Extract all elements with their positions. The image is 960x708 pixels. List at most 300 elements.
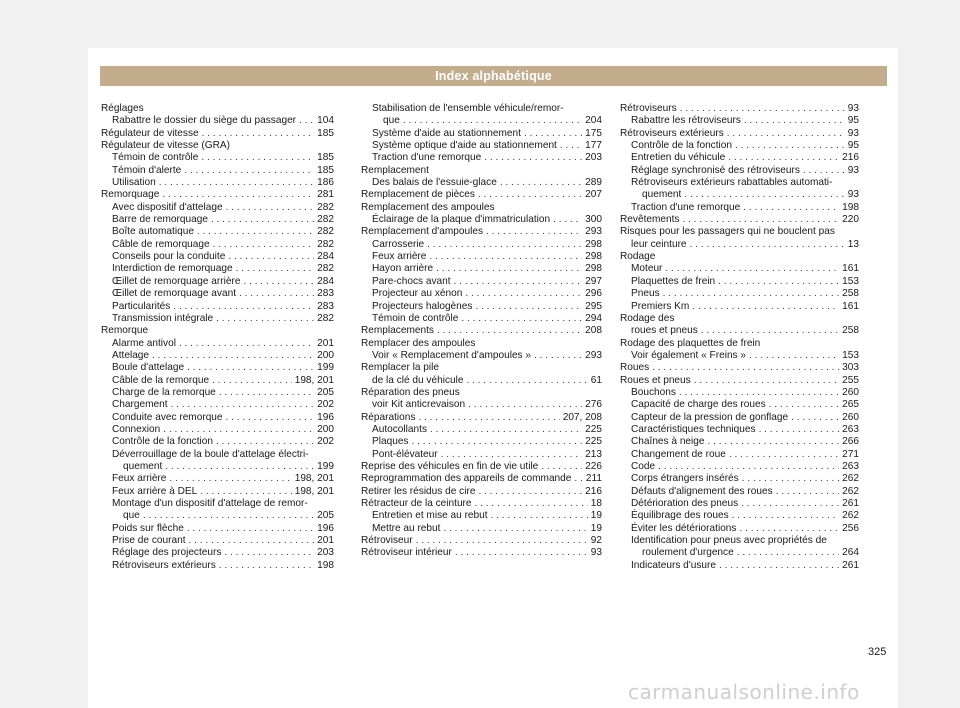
- entry-page-ref[interactable]: 262: [842, 510, 859, 522]
- dot-leader: [465, 288, 582, 300]
- dot-leader: [475, 301, 582, 313]
- index-subentry: [101, 263, 334, 275]
- dot-leader: [436, 263, 582, 275]
- index-column-3: [620, 103, 859, 572]
- entry-page-ref[interactable]: 216: [585, 485, 602, 497]
- dot-leader: [299, 115, 314, 127]
- index-entry: [620, 251, 859, 263]
- dot-leader: [739, 523, 839, 535]
- entry-page-ref[interactable]: 262: [842, 473, 859, 485]
- entry-page-ref[interactable]: 208: [585, 325, 602, 337]
- index-subentry: [101, 276, 334, 288]
- dot-leader: [769, 399, 839, 411]
- entry-label: Rétroviseurs extérieurs rabattables automati-: [631, 177, 833, 189]
- entry-page-ref[interactable]: 199: [317, 460, 334, 472]
- entry-label: Câble de la remorque: [112, 374, 210, 386]
- index-subentry: [101, 436, 334, 448]
- entry-page-ref[interactable]: 92: [590, 535, 602, 547]
- entry-label: Rétroviseur intérieur: [361, 547, 452, 559]
- entry-page-ref[interactable]: 95: [847, 115, 859, 127]
- index-subentry: [361, 301, 602, 313]
- entry-label: Chaînes à neige: [631, 436, 705, 448]
- index-subentry: [101, 387, 334, 399]
- dot-leader: [212, 375, 292, 387]
- dot-leader: [468, 399, 582, 411]
- dot-leader: [803, 165, 845, 177]
- index-entry: [101, 140, 334, 152]
- dot-leader: [143, 510, 314, 522]
- entry-label: Poids sur flèche: [112, 522, 184, 534]
- dot-leader: [179, 338, 314, 350]
- entry-label: quement: [642, 189, 682, 201]
- index-subentry: [101, 202, 334, 214]
- dot-leader: [219, 560, 314, 572]
- entry-page-ref[interactable]: 258: [842, 288, 859, 300]
- dot-leader: [684, 189, 844, 201]
- entry-page-ref[interactable]: 265: [842, 399, 859, 411]
- entry-page-ref[interactable]: 261: [842, 559, 859, 571]
- entry-page-ref[interactable]: 18: [590, 498, 602, 509]
- entry-page-ref[interactable]: 196: [317, 522, 334, 534]
- dot-leader: [430, 424, 582, 436]
- index-subentry: [620, 276, 859, 288]
- index-subentry: [620, 301, 859, 313]
- dot-leader: [719, 560, 839, 572]
- entry-page-ref[interactable]: 104: [317, 115, 334, 127]
- entry-page-ref[interactable]: 204: [585, 115, 602, 127]
- dot-leader: [239, 288, 314, 300]
- entry-label: Voir également « Freins »: [631, 349, 747, 361]
- entry-label: Revêtements: [620, 214, 680, 226]
- entry-label: Remplacement d'ampoules: [361, 226, 483, 238]
- dot-leader: [165, 461, 314, 473]
- entry-page-ref[interactable]: 198: [842, 201, 859, 213]
- index-subentry: [620, 387, 859, 399]
- index-entry: [361, 325, 602, 337]
- entry-page-ref[interactable]: 93: [847, 189, 859, 201]
- entry-page-ref[interactable]: 298: [585, 238, 602, 250]
- entry-page-ref[interactable]: 216: [842, 152, 859, 164]
- dot-leader: [574, 473, 583, 485]
- index-subentry: [620, 399, 859, 411]
- dot-leader: [236, 263, 315, 275]
- entry-label: Rétracteur de la ceinture: [361, 498, 472, 509]
- entry-page-ref[interactable]: 13: [847, 238, 859, 250]
- entry-page-ref[interactable]: 175: [585, 127, 602, 139]
- index-subentry: [620, 115, 859, 127]
- dot-leader: [187, 362, 314, 374]
- entry-label: Rétroviseurs extérieurs: [620, 127, 724, 139]
- index-subentry: [361, 115, 602, 127]
- entry-label: Roues: [620, 362, 650, 374]
- entry-page-ref[interactable]: 196: [317, 411, 334, 423]
- entry-label: Charge de la remorque: [112, 386, 216, 398]
- entry-label: Œillet de remorquage avant: [112, 288, 236, 300]
- index-subentry: [101, 560, 334, 572]
- index-entry: [361, 535, 602, 547]
- entry-label: Indicateurs d'usure: [631, 559, 716, 571]
- index-subentry: [361, 276, 602, 288]
- entry-label: Réglage synchronisé des rétroviseurs: [631, 164, 800, 176]
- entry-page-ref[interactable]: 161: [842, 263, 859, 275]
- dot-leader: [202, 128, 315, 140]
- entry-page-ref[interactable]: 211: [585, 473, 602, 485]
- entry-label: Feux arrière: [112, 473, 167, 485]
- index-entry: [361, 473, 602, 485]
- dot-leader: [427, 239, 582, 251]
- dot-leader: [163, 424, 314, 436]
- entry-label: Câble de remorquage: [112, 238, 210, 250]
- entry-page-ref[interactable]: 271: [842, 448, 859, 460]
- dot-leader: [500, 177, 582, 189]
- entry-page-ref[interactable]: 289: [585, 177, 602, 189]
- entry-page-ref[interactable]: 276: [585, 399, 602, 411]
- entry-page-ref[interactable]: 298: [585, 251, 602, 263]
- entry-label: Remplacer la pile: [361, 362, 439, 374]
- entry-label: Autocollants: [372, 423, 427, 435]
- entry-label: que: [383, 115, 400, 127]
- entry-page-ref[interactable]: 225: [585, 436, 602, 448]
- index-subentry: [101, 165, 334, 177]
- entry-label: Capteur de la pression de gonflage: [631, 411, 789, 423]
- entry-page-ref[interactable]: 207: [585, 189, 602, 201]
- entry-label: Remplacement: [361, 164, 429, 176]
- entry-label: Feux arrière à DEL: [112, 485, 198, 497]
- index-entry: [101, 128, 334, 140]
- entry-page-ref[interactable]: 263: [842, 460, 859, 472]
- dot-leader: [418, 412, 559, 424]
- entry-page-ref[interactable]: 186: [317, 177, 334, 189]
- entry-page-ref[interactable]: 297: [585, 275, 602, 287]
- entry-label: Barre de remorquage: [112, 214, 208, 226]
- entry-page-ref[interactable]: 255: [842, 374, 859, 386]
- entry-label: Stabilisation de l'ensemble véhicule/remor-: [372, 103, 564, 114]
- index-subentry: [101, 473, 334, 485]
- index-entry: [620, 375, 859, 387]
- dot-leader: [541, 461, 582, 473]
- watermark-text: carmanualsonline.info: [628, 680, 860, 704]
- index-subentry: [101, 214, 334, 226]
- index-subentry: [620, 498, 859, 510]
- entry-label: Particularités: [112, 300, 171, 312]
- dot-leader: [759, 424, 840, 436]
- entry-page-ref[interactable]: 263: [842, 423, 859, 435]
- dot-leader: [727, 128, 845, 140]
- dot-leader: [718, 276, 839, 288]
- index-subentry: [620, 486, 859, 498]
- index-subentry: [361, 424, 602, 436]
- entry-page-ref[interactable]: 93: [590, 547, 602, 559]
- index-subentry: [101, 498, 334, 510]
- entry-label: Contrôle de la fonction: [112, 436, 214, 448]
- entry-label: Identification pour pneus avec propriétés de: [631, 535, 827, 547]
- dot-leader: [189, 535, 315, 547]
- entry-label: Éviter les détériorations: [631, 522, 737, 534]
- entry-page-ref[interactable]: 19: [590, 510, 602, 522]
- index-subentry: [620, 189, 859, 201]
- entry-label: Prise de courant: [112, 535, 186, 547]
- entry-page-ref[interactable]: 213: [585, 448, 602, 460]
- entry-label: Système d'aide au stationnement: [372, 127, 521, 139]
- index-subentry: [361, 152, 602, 164]
- entry-label: Témoin de contrôle: [112, 152, 199, 164]
- index-subentry: [620, 288, 859, 300]
- entry-page-ref[interactable]: 161: [842, 300, 859, 312]
- entry-label: Rétroviseurs extérieurs: [112, 559, 216, 571]
- entry-label: Chargement: [112, 399, 168, 411]
- entry-page-ref[interactable]: 205: [317, 510, 334, 522]
- entry-label: Caractéristiques techniques: [631, 423, 756, 435]
- entry-page-ref[interactable]: 262: [842, 485, 859, 497]
- entry-label: Feux arrière: [372, 251, 427, 263]
- entry-page-ref[interactable]: 93: [847, 103, 859, 114]
- dot-leader: [652, 362, 839, 374]
- entry-page-ref[interactable]: 226: [585, 460, 602, 472]
- entry-page-ref[interactable]: 256: [842, 522, 859, 534]
- entry-label: Rabattre le dossier du siège du passager: [112, 115, 297, 127]
- entry-label: Réparations: [361, 411, 416, 423]
- index-entry: [361, 189, 602, 201]
- index-subentry: [361, 350, 602, 362]
- dot-leader: [173, 301, 314, 313]
- entry-page-ref[interactable]: 220: [842, 214, 859, 226]
- index-subentry: [101, 523, 334, 535]
- index-subentry: [620, 202, 859, 214]
- entry-label: Moteur: [631, 263, 663, 275]
- entry-page-ref[interactable]: 264: [842, 547, 859, 559]
- index-subentry: [101, 375, 334, 387]
- entry-page-ref[interactable]: 294: [585, 312, 602, 324]
- entry-label: roulement d'urgence: [642, 547, 734, 559]
- entry-page-ref[interactable]: 201: [317, 535, 334, 547]
- entry-page-ref[interactable]: 284: [317, 275, 334, 287]
- entry-page-ref[interactable]: 93: [847, 127, 859, 139]
- entry-page-ref[interactable]: 201: [317, 337, 334, 349]
- index-subentry: [620, 560, 859, 572]
- entry-page-ref[interactable]: 202: [317, 436, 334, 448]
- dot-leader: [429, 251, 582, 263]
- entry-label: Voir « Remplacement d'ampoules »: [372, 349, 532, 361]
- dot-leader: [169, 473, 291, 485]
- entry-page-ref[interactable]: 293: [585, 349, 602, 361]
- entry-page-ref[interactable]: 225: [585, 423, 602, 435]
- entry-page-ref[interactable]: 282: [317, 312, 334, 324]
- dot-leader: [484, 152, 582, 164]
- index-entry: [101, 189, 334, 201]
- index-subentry: [101, 535, 334, 547]
- dot-leader: [749, 350, 839, 362]
- index-entry: [361, 461, 602, 473]
- index-subentry: [101, 424, 334, 436]
- dot-leader: [441, 449, 583, 461]
- entry-label: Œillet de remorquage arrière: [112, 275, 241, 287]
- entry-page-ref[interactable]: 282: [317, 226, 334, 238]
- dot-leader: [200, 486, 291, 498]
- entry-page-ref[interactable]: 198, 201: [294, 374, 334, 386]
- dot-leader: [728, 152, 839, 164]
- dot-leader: [152, 350, 314, 362]
- index-subentry: [101, 177, 334, 189]
- entry-page-ref[interactable]: 198, 201: [294, 473, 334, 485]
- dot-leader: [658, 461, 839, 473]
- entry-page-ref[interactable]: 95: [847, 140, 859, 152]
- entry-label: Interdiction de remorquage: [112, 263, 233, 275]
- entry-page-ref[interactable]: 281: [317, 189, 334, 201]
- index-subentry: [101, 547, 334, 559]
- entry-page-ref[interactable]: 207, 208: [562, 411, 602, 423]
- entry-page-ref[interactable]: 303: [842, 362, 859, 374]
- entry-page-ref[interactable]: 93: [847, 164, 859, 176]
- entry-page-ref[interactable]: 200: [317, 423, 334, 435]
- index-subentry: [620, 449, 859, 461]
- dot-leader: [742, 473, 839, 485]
- dot-leader: [694, 375, 839, 387]
- entry-label: Bouchons: [631, 386, 676, 398]
- entry-page-ref[interactable]: 283: [317, 288, 334, 300]
- index-subentry: [620, 535, 859, 547]
- dot-leader: [735, 140, 845, 152]
- index-entry: [620, 214, 859, 226]
- entry-page-ref[interactable]: 298: [585, 263, 602, 275]
- entry-page-ref[interactable]: 261: [842, 498, 859, 509]
- index-entry: [620, 103, 859, 115]
- entry-page-ref[interactable]: 282: [317, 214, 334, 226]
- dot-leader: [744, 115, 845, 127]
- entry-page-ref[interactable]: 198: [317, 559, 334, 571]
- entry-page-ref[interactable]: 266: [842, 436, 859, 448]
- entry-label: Pont-élévateur: [372, 448, 438, 460]
- page-number: 325: [868, 646, 887, 658]
- entry-page-ref[interactable]: 296: [585, 288, 602, 300]
- dot-leader: [553, 214, 582, 226]
- entry-label: Régulateur de vitesse (GRA): [101, 140, 231, 152]
- index-subentry: [101, 412, 334, 424]
- index-subentry: [361, 449, 602, 461]
- entry-page-ref[interactable]: 185: [317, 127, 334, 139]
- dot-leader: [486, 226, 582, 238]
- index-subentry: [361, 510, 602, 522]
- entry-page-ref[interactable]: 258: [842, 325, 859, 337]
- entry-page-ref[interactable]: 293: [585, 226, 602, 238]
- entry-label: Carrosserie: [372, 238, 425, 250]
- dot-leader: [478, 189, 582, 201]
- entry-page-ref[interactable]: 205: [317, 386, 334, 398]
- index-subentry: [361, 251, 602, 263]
- index-subentry: [101, 510, 334, 522]
- entry-label: Rodage des plaquettes de frein: [620, 337, 761, 349]
- entry-page-ref[interactable]: 202: [317, 399, 334, 411]
- dot-leader: [403, 115, 582, 127]
- entry-page-ref[interactable]: 260: [842, 411, 859, 423]
- index-subentry: [361, 177, 602, 189]
- entry-page-ref[interactable]: 153: [842, 275, 859, 287]
- entry-label: Reprogrammation des appareils de commande: [361, 473, 572, 485]
- index-subentry: [620, 473, 859, 485]
- entry-page-ref[interactable]: 203: [585, 152, 602, 164]
- entry-page-ref[interactable]: 260: [842, 386, 859, 398]
- dot-leader: [219, 387, 314, 399]
- entry-label: Conseils pour la conduite: [112, 251, 226, 263]
- entry-page-ref[interactable]: 177: [585, 140, 602, 152]
- entry-label: quement: [123, 460, 163, 472]
- entry-page-ref[interactable]: 284: [317, 251, 334, 263]
- dot-leader: [791, 412, 839, 424]
- entry-label: Remplacements: [361, 325, 434, 337]
- index-entry: [620, 239, 859, 251]
- entry-page-ref[interactable]: 300: [585, 214, 602, 226]
- entry-page-ref[interactable]: 283: [317, 300, 334, 312]
- index-entry: [361, 547, 602, 559]
- index-subentry: [620, 140, 859, 152]
- dot-leader: [534, 350, 582, 362]
- entry-label: Corps étrangers insérés: [631, 473, 739, 485]
- entry-page-ref[interactable]: 203: [317, 547, 334, 559]
- entry-page-ref[interactable]: 282: [317, 201, 334, 213]
- entry-label: Capacité de charge des roues: [631, 399, 766, 411]
- entry-label: que: [123, 510, 140, 522]
- dot-leader: [216, 436, 314, 448]
- entry-label: Contrôle de la fonction: [631, 140, 733, 152]
- dot-leader: [443, 523, 587, 535]
- index-entry: [620, 313, 859, 325]
- entry-page-ref[interactable]: 295: [585, 300, 602, 312]
- entry-label: Reprise des véhicules en fin de vie utile: [361, 460, 539, 472]
- entry-page-ref[interactable]: 282: [317, 263, 334, 275]
- dot-leader: [243, 276, 314, 288]
- entry-page-ref[interactable]: 198, 201: [294, 485, 334, 497]
- entry-page-ref[interactable]: 282: [317, 238, 334, 250]
- entry-page-ref[interactable]: 185: [317, 152, 334, 164]
- index-subentry: [620, 263, 859, 275]
- dot-leader: [743, 202, 839, 214]
- index-entry: [361, 338, 602, 350]
- dot-leader: [776, 486, 840, 498]
- entry-page-ref[interactable]: 199: [317, 362, 334, 374]
- entry-label: Déverrouillage de la boule d'attelage électri-: [112, 448, 309, 460]
- index-subentry: [620, 177, 859, 189]
- entry-page-ref[interactable]: 61: [590, 374, 602, 386]
- entry-label: Plaques: [372, 436, 409, 448]
- dot-leader: [665, 263, 839, 275]
- entry-label: Conduite avec remorque: [112, 411, 223, 423]
- entry-page-ref[interactable]: 153: [842, 349, 859, 361]
- dot-leader: [454, 276, 583, 288]
- index-subentry: [361, 103, 602, 115]
- entry-label: Réglages: [101, 103, 144, 114]
- entry-page-ref[interactable]: 185: [317, 164, 334, 176]
- index-subentry: [361, 375, 602, 387]
- entry-label: Éclairage de la plaque d'immatriculation: [372, 214, 551, 226]
- entry-label: roues et pneus: [631, 325, 698, 337]
- index-entry: [101, 325, 334, 337]
- index-subentry: [101, 251, 334, 263]
- dot-leader: [224, 547, 314, 559]
- entry-label: Rodage des: [620, 312, 675, 324]
- entry-label: Rétroviseurs: [620, 103, 677, 114]
- index-subentry: [101, 338, 334, 350]
- dot-leader: [701, 325, 839, 337]
- entry-label: leur ceinture: [631, 238, 687, 250]
- dot-leader: [475, 498, 588, 510]
- entry-page-ref[interactable]: 200: [317, 349, 334, 361]
- index-subentry: [620, 436, 859, 448]
- index-subentry: [361, 436, 602, 448]
- entry-label: Rodage: [620, 251, 656, 263]
- index-subentry: [620, 547, 859, 559]
- entry-page-ref[interactable]: 19: [590, 522, 602, 534]
- index-subentry: [101, 226, 334, 238]
- index-entry: [361, 498, 602, 510]
